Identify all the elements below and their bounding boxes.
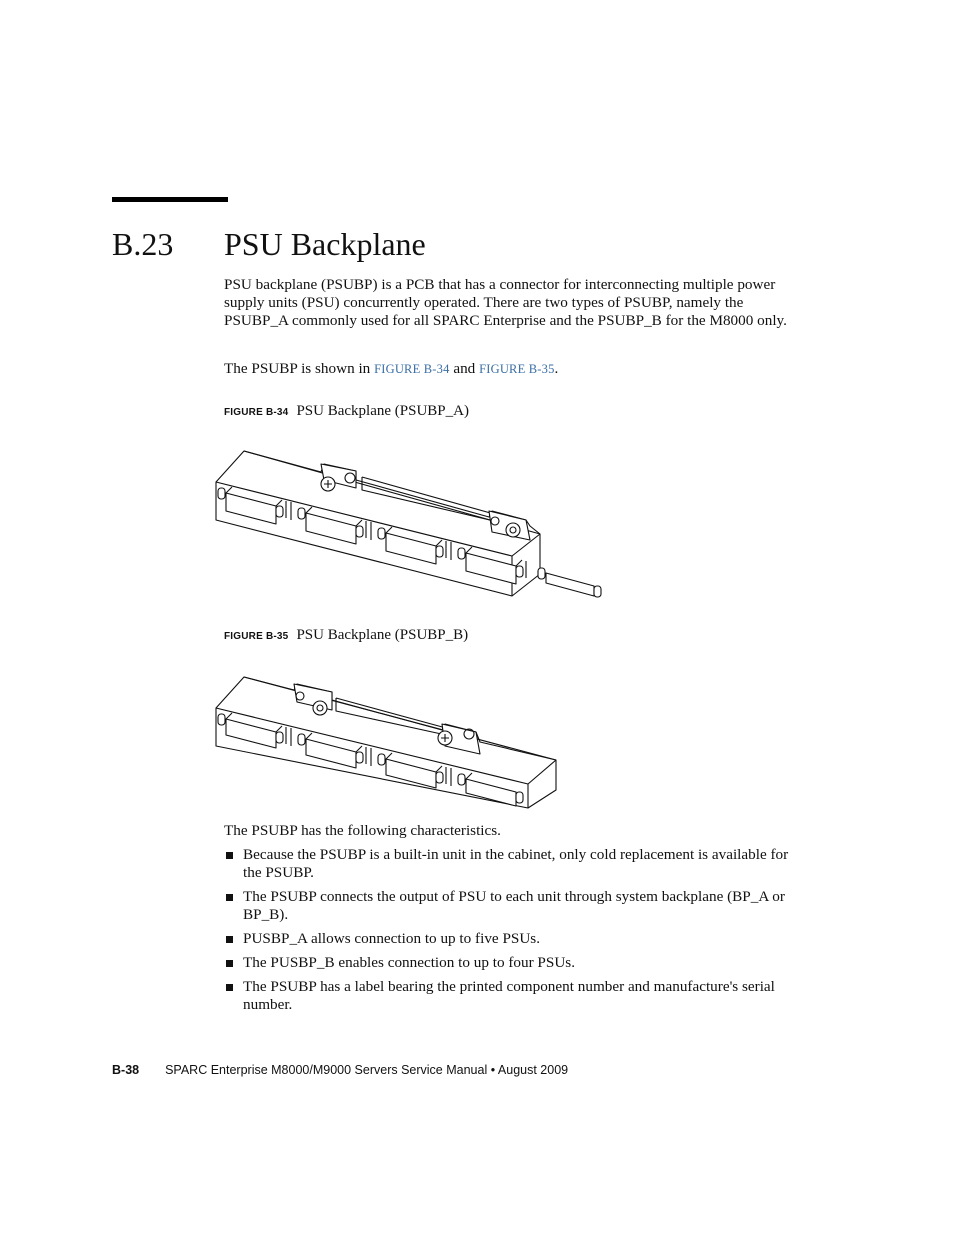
list-item: The PSUBP connects the output of PSU to each unit through system backplane (BP_A or BP_B). [224, 888, 799, 924]
footer-date: August 2009 [497, 1063, 569, 1077]
page-footer [112, 1063, 568, 1077]
bullet-square-icon [226, 894, 233, 901]
figure-caption-text: PSU Backplane (PSUBP_A) [296, 403, 469, 419]
figure-caption-text: PSU Backplane (PSUBP_B) [296, 627, 469, 643]
page-number: B-38 [112, 1063, 140, 1077]
bullet-square-icon [226, 936, 233, 943]
figure-b35-caption [224, 626, 468, 646]
characteristics-list [224, 846, 799, 1020]
psubp-a-illustration [214, 446, 640, 602]
list-item: The PSUBP has a label bearing the printed component number and manufacture's serial number. [224, 978, 799, 1014]
section-heading [112, 224, 426, 264]
bullet-square-icon [226, 852, 233, 859]
figure-b35-link[interactable]: FIGURE B-35 [479, 362, 555, 376]
section-number: B.23 [112, 226, 174, 262]
section-rule [112, 197, 228, 202]
footer-title: SPARC Enterprise M8000/M9000 Servers Service Manual [165, 1063, 488, 1077]
bullet-square-icon [226, 960, 233, 967]
list-item: The PUSBP_B enables connection to up to four PSUs. [224, 954, 799, 972]
footer-separator: • [490, 1063, 496, 1077]
figure-reference-paragraph: The PSUBP is shown in FIGURE B-34 and FIGURE B-35. [224, 360, 559, 377]
bullet-square-icon [226, 984, 233, 991]
figure-b34-link[interactable]: FIGURE B-34 [374, 362, 450, 376]
list-item: Because the PSUBP is a built-in unit in the cabinet, only cold replacement is available for the PSUBP. [224, 846, 799, 882]
figure-b34-caption [224, 402, 469, 422]
figure-label: FIGURE B-34 [224, 407, 289, 418]
psubp-b-illustration [214, 672, 560, 812]
figure-label: FIGURE B-35 [224, 631, 289, 642]
list-item: PUSBP_A allows connection to up to five PSUs. [224, 930, 799, 948]
section-title: PSU Backplane [224, 226, 426, 262]
characteristics-lead: The PSUBP has the following characteristics. [224, 822, 501, 839]
intro-paragraph: PSU backplane (PSUBP) is a PCB that has a connector for interconnecting multiple power supply units (PSU) concurrently operated. There are two types of PSUBP, namely the PSUBP_A commonly used for all SPARC Enterprise and the PSUBP_B for the M8000 only. [224, 276, 787, 329]
